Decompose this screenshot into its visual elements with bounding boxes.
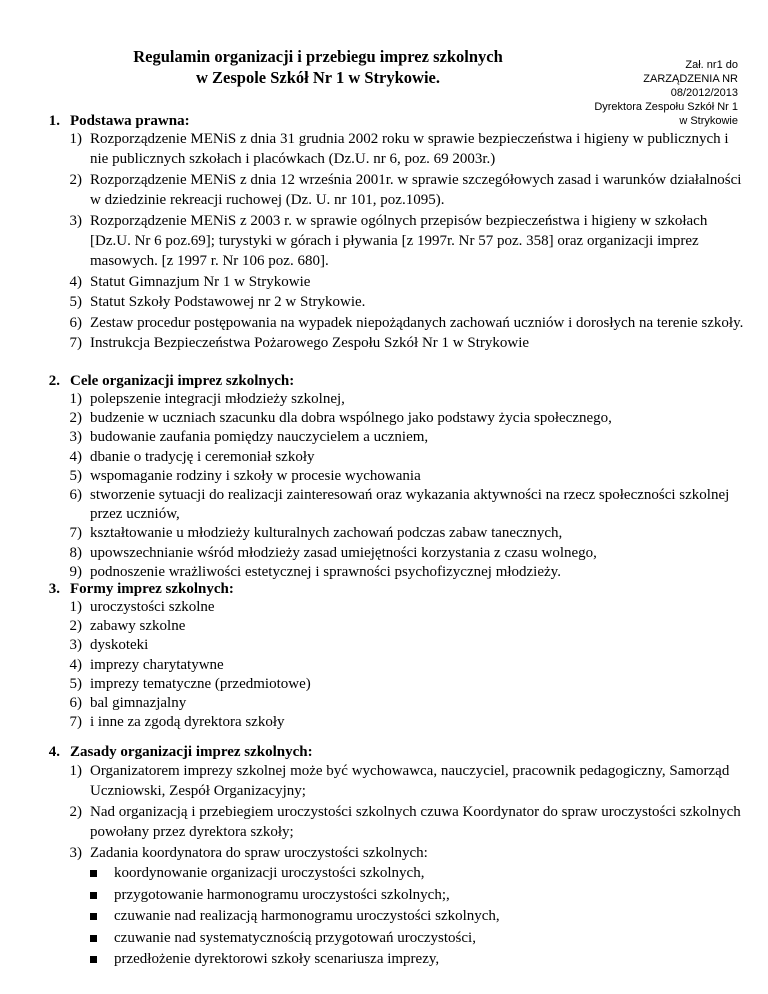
title-line-2: w Zespole Szkół Nr 1 w Strykowie. <box>196 68 440 87</box>
list-item: 5) imprezy tematyczne (przedmiotowe) <box>69 675 311 692</box>
list-item: 6) stworzenie sytuacji do realizacji zainteresowań oraz wykazania aktywności na rzecz społeczności szkolnej przez uczniów, <box>69 487 730 523</box>
list-item: 4) dbanie o tradycję i ceremoniał szkoły <box>69 448 315 465</box>
list-item: 9) podnoszenie wrażliwości estetycznej i sprawności psychofizycznej młodzieży. <box>69 563 561 580</box>
list-item: 6) Zestaw procedur postępowania na wypadek niepożądanych zachowań uczniów i dorosłych na terenie szkoły. <box>69 314 744 331</box>
list-item: 3) Zadania koordynatora do spraw uroczystości szkolnych: <box>69 844 428 861</box>
annex-line-3: 08/2012/2013 <box>670 87 738 99</box>
list-item: 7) i inne za zgodą dyrektora szkoły <box>69 714 285 731</box>
list-item: 7) kształtowanie u młodzieży kulturalnych zachowań podczas zabaw tanecznych, <box>69 525 563 542</box>
section-title: Formy imprez szkolnych: <box>70 581 234 597</box>
section-number: 2. <box>48 373 60 389</box>
section-number: 3. <box>48 581 60 597</box>
list-item: 1) uroczystości szkolne <box>69 599 215 615</box>
list-item: 8) upowszechnianie wśród młodzieży zasad umiejętności korzystania z czasu wolnego, <box>69 544 597 561</box>
forms-list <box>30 598 750 732</box>
list-item: 4) Statut Gimnazjum Nr 1 w Strykowie <box>69 273 311 290</box>
list-item: 2) Nad organizacją i przebiegiem uroczystości szkolnych czuwa Koordynator do spraw uroczystości szkolnych powołany przez dyrektora szkoły; <box>69 803 741 841</box>
title-line-1: Regulamin organizacji i przebiegu imprez szkolnych <box>133 47 503 66</box>
list-item: 6) bal gimnazjalny <box>69 695 187 712</box>
list-item: 2) zabawy szkolne <box>69 618 186 635</box>
annex-line-2: ZARZĄDZENIA NR <box>643 73 738 85</box>
section-number: 4. <box>48 744 60 760</box>
list-item: 1) Organizatorem imprezy szkolnej może być wychowawca, nauczyciel, pracownik pedagogiczny, Samorząd Uczniowski, Zespół Organizacyjny; <box>69 763 730 800</box>
section-number: 1. <box>48 113 60 129</box>
section-4-heading <box>30 743 313 762</box>
section-title: Zasady organizacji imprez szkolnych: <box>70 744 313 760</box>
goals-list <box>30 390 750 582</box>
coordinator-tasks-list <box>90 863 740 971</box>
legal-basis-list <box>30 129 750 353</box>
list-item: 3) Rozporządzenie MENiS z 2003 r. w sprawie ogólnych przepisów bezpieczeństwa i higieny w szkołach [Dz.U. Nr 6 poz.69]; turystyki w górach i pływania [z 1997r. Nr 57 poz. 358] oraz organizacji imprez masowych. [z 1997 r. Nr 106 poz. 680]. <box>69 212 708 270</box>
list-item: 5) wspomaganie rodziny i szkoły w procesie wychowania <box>69 467 421 484</box>
annex-line-1: Zał. nr1 do <box>685 59 738 71</box>
list-item: 7) Instrukcja Bezpieczeństwa Pożarowego Zespołu Szkół Nr 1 w Strykowie <box>69 335 530 352</box>
section-title: Cele organizacji imprez szkolnych: <box>70 373 295 389</box>
list-item: 2) Rozporządzenie MENiS z dnia 12 września 2001r. w sprawie szczegółowych zasad i warunków działalności w dziedzinie rekreacji ruchowej (Dz. U. nr 101, poz.1095). <box>69 171 742 209</box>
annex-note <box>498 58 738 128</box>
document-title <box>118 46 518 88</box>
bullet-item: czuwanie nad realizacją harmonogramu uroczystości szkolnych, <box>90 906 740 928</box>
list-item: 5) Statut Szkoły Podstawowej nr 2 w Strykowie. <box>69 294 366 311</box>
list-item: 4) imprezy charytatywne <box>69 656 224 673</box>
bullet-item: koordynowanie organizacji uroczystości szkolnych, <box>90 863 740 885</box>
section-2-heading <box>30 372 294 391</box>
list-item: 2) budzenie w uczniach szacunku dla dobra wspólnego jako podstawy życia społecznego, <box>69 410 612 427</box>
rules-list <box>30 761 750 863</box>
list-item: 1) Rozporządzenie MENiS z dnia 31 grudnia 2002 roku w sprawie bezpieczeństwa i higieny w publicznych i nie publicznych szkołach i placówkach (Dz.U. nr 6, poz. 69 2003r.) <box>69 131 729 168</box>
list-item: 3) dyskoteki <box>69 637 149 654</box>
annex-line-4: Dyrektora Zespołu Szkół Nr 1 <box>594 101 738 113</box>
bullet-item: przygotowanie harmonogramu uroczystości szkolnych;, <box>90 885 740 907</box>
list-item: 3) budowanie zaufania pomiędzy nauczycielem a uczniem, <box>69 429 429 446</box>
section-title: Podstawa prawna: <box>70 113 190 129</box>
list-item: 1) polepszenie integracji młodzieży szkolnej, <box>69 391 345 407</box>
bullet-item: czuwanie nad systematycznością przygotowań uroczystości, <box>90 928 740 950</box>
bullet-item: przedłożenie dyrektorowi szkoły scenariusza imprezy, <box>90 949 740 971</box>
annex-line-5: w Strykowie <box>679 115 738 127</box>
section-3-heading <box>30 580 234 599</box>
